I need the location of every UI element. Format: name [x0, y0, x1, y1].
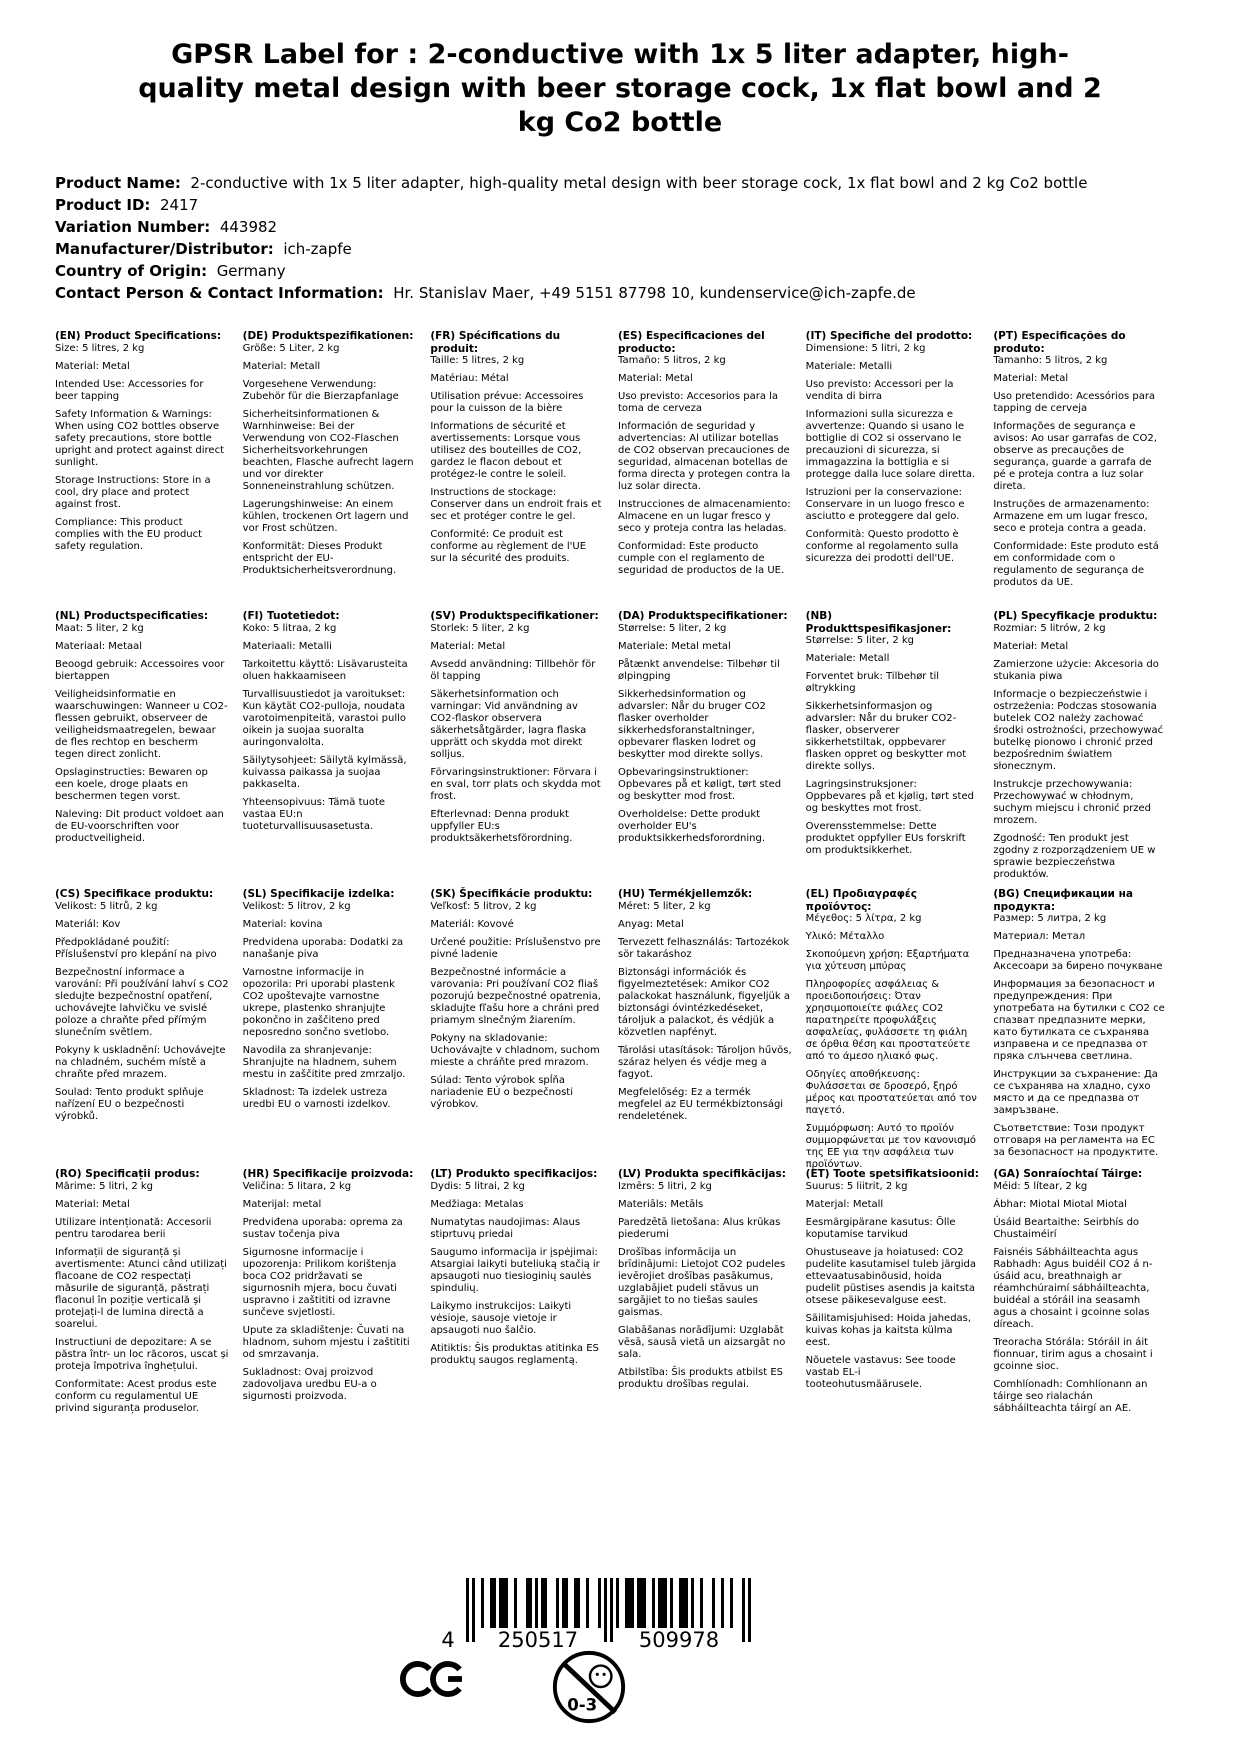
language-grid [55, 330, 1167, 1421]
lang-block-paragraph: Saugumo informacija ir įspėjimai: Atsargiai laikyti buteliuką stačią ir apsaugoti nuo tiesioginių saulės spindulių. [430, 1246, 600, 1294]
lang-block-paragraph: Beoogd gebruik: Accessoires voor biertappen [55, 658, 225, 682]
lang-block-paragraph: Conformidade: Este produto está em conformidade com o regulamento de segurança de produtos da UE. [993, 541, 1159, 589]
lang-block-bg [993, 888, 1167, 1168]
barcode-bar [466, 1578, 469, 1642]
lang-block-paragraph: Utilizare intenționată: Accesorii pentru tarodarea berii [55, 1216, 212, 1240]
barcode-bar [556, 1578, 559, 1628]
lang-block-paragraph: Turvallisuustiedot ja varoitukset: Kun käytät CO2-pulloja, noudata varotoimenpiteitä, varastoi pullo oikein ja suojaa suoralta auringonvalolta. [242, 688, 406, 748]
lang-block-paragraph: Predvidena uporaba: Dodatki za nanašanje piva [242, 936, 404, 960]
lang-block-da [618, 610, 792, 888]
lang-block-paragraph: Drošības informācija un brīdinājumi: Lietojot CO2 pudeles ievērojiet drošības pasākumus, uzglabājiet pudeli stāvus un sargājiet to no tiešas saules gaismas. [618, 1246, 786, 1318]
product-info-value: 2417 [159, 196, 199, 214]
lang-block-paragraph: Uso previsto: Accessori per la vendita di birra [805, 378, 954, 402]
lang-block-paragraph: Mărime: 5 litri, 2 kg [55, 1180, 154, 1192]
lang-block-header: (BG) Спецификации на продукта: [993, 888, 1133, 913]
barcode-bar [535, 1578, 538, 1628]
lang-block-paragraph: Storage Instructions: Store in a cool, dry place and protect against frost. [55, 474, 211, 510]
lang-block-header: (DE) Produktspezifikationen: [242, 330, 414, 342]
lang-block-paragraph: Veiligheidsinformatie en waarschuwingen: Wanneer u CO2-flessen gebruikt, observeer de veiligheidsmaatregelen, bewaar de fles rechtop en bescherm tegen direct zonlicht. [55, 688, 228, 760]
lang-block-paragraph: Tamaño: 5 litros, 2 kg [618, 355, 726, 367]
barcode-bar [472, 1578, 475, 1642]
ce-mark-icon [400, 1660, 466, 1702]
lang-block-paragraph: Maat: 5 liter, 2 kg [55, 622, 144, 634]
lang-block-paragraph: Material: Metall [242, 360, 321, 372]
lang-block-paragraph: Conformité: Ce produit est conforme au règlement de l'UE sur la sécurité des produits. [430, 529, 587, 565]
lang-block-paragraph: Conformidad: Este producto cumple con el reglamento de seguridad de productos de la UE. [618, 541, 785, 577]
lang-block-paragraph: Materjal: Metall [805, 1198, 884, 1210]
lang-block-paragraph: Material: kovina [242, 918, 323, 930]
lang-block-paragraph: Treoracha Stórála: Stóráil in áit fionnuar, tirim agus a chosaint i gcoinne sioc. [993, 1336, 1153, 1372]
lang-block-paragraph: Предназначена употреба: Аксесоари за бирено почукване [993, 949, 1163, 973]
lang-block-header: (FI) Tuotetiedot: [242, 610, 340, 622]
lang-block-paragraph: Atitiktis: Šis produktas atitinka ES produktų saugos reglamentą. [430, 1342, 599, 1366]
lang-block-header: (NL) Productspecificaties: [55, 610, 209, 622]
product-info-line [55, 282, 1195, 304]
lang-block-header: (PT) Especificações do produto: [993, 330, 1126, 355]
lang-block-paragraph: Förvaringsinstruktioner: Förvara i en sval, torr plats och skydda mot frost. [430, 766, 601, 802]
barcode-bar [490, 1578, 496, 1628]
lang-block-paragraph: Navodila za shranjevanje: Shranjujte na hladnem, suhem mestu in zaščitite pred zmrzaljo. [242, 1044, 406, 1080]
lang-block-paragraph: Laikymo instrukcijos: Laikyti vėsioje, sausoje vietoje ir apsaugoti nuo šalčio. [430, 1300, 572, 1336]
lang-block-paragraph: Předpokládané použití: Příslušenství pro klepání na pivo [55, 936, 217, 960]
lang-block-header: (LV) Produkta specifikācijas: [618, 1168, 786, 1180]
lang-block-header: (FR) Spécifications du produit: [430, 330, 561, 355]
lang-block-paragraph: Bezpečnostní informace a varování: Při používání lahví s CO2 sledujte bezpečnostní opatření, uchovávejte lahvičku ve svislé poloze a chraňte před přímým slunečním světlem. [55, 966, 229, 1038]
barcode-bar [670, 1578, 673, 1628]
lang-block-paragraph: Dimensione: 5 litri, 2 kg [805, 342, 926, 354]
lang-block-paragraph: Opslaginstructies: Bewaren op een koele, droge plaats en beschermen tegen vorst. [55, 766, 208, 802]
product-info-label: Country of Origin: [55, 262, 208, 280]
lang-block-paragraph: Koko: 5 litraa, 2 kg [242, 622, 337, 634]
page-title: GPSR Label for : 2-conductive with 1x 5 liter adapter, high-quality metal design with beer storage cock, 1x flat bowl and 2 kg Co2 bottle [138, 39, 1102, 138]
barcode-bar [730, 1578, 733, 1628]
lang-block-paragraph: Informations de sécurité et avertissements: Lorsque vous utilisez des bouteilles de CO2, gardez le flacon debout et protégez-le contre le soleil. [430, 421, 582, 481]
lang-block-paragraph: Konformität: Dieses Produkt entspricht der EU-Produktsicherheitsverordnung. [242, 540, 397, 576]
lang-block-paragraph: Yhteensopivuus: Tämä tuote vastaa EU:n tuoteturvallisuusasetusta. [242, 796, 386, 832]
lang-block-paragraph: Υλικό: Μέταλλο [805, 931, 885, 943]
lang-block-paragraph: Súlad: Tento výrobok spĺňa nariadenie EÚ o bezpečnosti výrobkov. [430, 1074, 573, 1110]
lang-block-sv [430, 610, 604, 888]
lang-block-paragraph: Glabāšanas norādījumi: Uzglabāt vēsā, sausā vietā un aizsargāt no sala. [618, 1324, 786, 1360]
lang-block-paragraph: Utilisation prévue: Accessoires pour la cuisson de la bière [430, 391, 584, 415]
barcode-bar [514, 1578, 517, 1628]
lang-block-paragraph: Material: Metal [55, 1198, 130, 1210]
lang-block-paragraph: Инструкции за съхранение: Да се съхранява на хладно, сухо място и да се предпазва от замръзване. [993, 1069, 1158, 1117]
lang-block-header: (EN) Product Specifications: [55, 330, 222, 342]
barcode-bar [721, 1578, 724, 1628]
lang-block-hr [243, 1168, 417, 1421]
lang-block-header: (SL) Specifikacije izdelka: [242, 888, 395, 900]
lang-block-paragraph: Säilytysohjeet: Säilytä kylmässä, kuivassa paikassa ja suojaa pakkaselta. [242, 754, 407, 790]
lang-block-paragraph: Materiale: Metal metal [618, 640, 731, 652]
lang-block-header: (LT) Produkto specifikacijos: [430, 1168, 598, 1180]
lang-block-paragraph: Overensstemmelse: Dette produktet oppfyller EUs forskrift om produktsikkerhet. [805, 821, 966, 857]
lang-block-paragraph: Compliance: This product complies with the EU product safety regulation. [55, 516, 203, 552]
lang-block-paragraph: Forventet bruk: Tilbehør til øltrykking [805, 671, 940, 695]
lang-block-paragraph: Materiāls: Metāls [618, 1198, 704, 1210]
lang-block-header: (GA) Sonraíochtaí Táirge: [993, 1168, 1143, 1180]
lang-block-paragraph: Rozmiar: 5 litrów, 2 kg [993, 622, 1106, 634]
lang-block-paragraph: Påtænkt anvendelse: Tilbehør til ølpingping [618, 658, 780, 682]
barcode-bar [598, 1578, 601, 1628]
lang-block-nl [55, 610, 229, 888]
lang-block-cs [55, 888, 229, 1168]
lang-block-paragraph: Zamierzone użycie: Akcesoria do stukania piwa [993, 658, 1159, 682]
lang-block-paragraph: Съответствие: Този продукт отговаря на регламента на ЕС за безопасност на продуктите. [993, 1123, 1159, 1159]
lang-block-paragraph: Efterlevnad: Denna produkt uppfyller EU:s produktsäkerhetsförordning. [430, 808, 573, 844]
lang-block-paragraph: Размер: 5 литра, 2 kg [993, 913, 1107, 925]
lang-block-paragraph: Avsedd användning: Tillbehör för öl tapping [430, 658, 596, 682]
lang-block-paragraph: Informações de segurança e avisos: Ao usar garrafas de CO2, observe as precauções de segurança, guarde a garrafa de pé e proteja contra a luz solar direta. [993, 421, 1157, 493]
lang-block-header: (ET) Toote spetsifikatsioonid: [805, 1168, 979, 1180]
barcode-bar [637, 1578, 646, 1628]
product-info-value: ich-zapfe [283, 240, 352, 258]
lang-block-paragraph: Pokyny na skladovanie: Uchovávajte v chladnom, suchom mieste a chráňte pred mrazom. [430, 1032, 600, 1068]
lang-block-paragraph: Velikost: 5 litrů, 2 kg [55, 900, 158, 912]
lang-block-header: (EL) Προδιαγραφές προϊόντος: [805, 888, 917, 913]
product-info-line [55, 260, 1195, 282]
lang-block-lv [618, 1168, 792, 1421]
lang-block-paragraph: Ábhar: Miotal Miotal Miotal [993, 1198, 1127, 1210]
lang-block-paragraph: Vorgesehene Verwendung: Zubehör für die Bierzapfanlage [242, 378, 399, 402]
lang-block-paragraph: Paredzētā lietošana: Alus krūkas piederumi [618, 1216, 781, 1240]
lang-block-paragraph: Tarkoitettu käyttö: Lisävarusteita oluen hakkaamiseen [242, 658, 408, 682]
lang-block-paragraph: Biztonsági információk és figyelmeztetések: Amikor CO2 palackokat használunk, figyeljük a biztonsági óvintézkedéseket, tároljuk a palackot, és védjük a közvetlen napfényt. [618, 966, 790, 1038]
lang-block-paragraph: Οδηγίες αποθήκευσης: Φυλάσσεται σε δροσερό, ξηρό μέρος και προστατεύεται από τον παγετό. [805, 1069, 977, 1117]
lang-block-paragraph: Naleving: Dit product voldoet aan de EU-voorschriften voor productveiligheid. [55, 808, 224, 844]
lang-block-paragraph: Pokyny k uskladnění: Uchovávejte na chladném, suchém místě a chraňte před mrazem. [55, 1044, 226, 1080]
lang-block-header: (DA) Produktspecifikationer: [618, 610, 788, 622]
lang-block-paragraph: Eesmärgipärane kasutus: Õlle koputamise tarvikud [805, 1216, 956, 1240]
barcode-bar [481, 1578, 484, 1628]
lang-block-paragraph: Numatytas naudojimas: Alaus stiprtuvų priedai [430, 1216, 581, 1240]
lang-block-paragraph: Ohustuseave ja hoiatused: CO2 pudelite kasutamisel tuleb järgida ettevaatusabinõusid, hoida pudelit püstises asendis ja kaitsta otsese päikesevalguse eest. [805, 1246, 976, 1306]
product-info-label: Contact Person & Contact Information: [55, 284, 384, 302]
lang-block-paragraph: Soulad: Tento produkt splňuje nařízení EU o bezpečnosti výrobků. [55, 1086, 204, 1122]
lang-block-paragraph: Taille: 5 litres, 2 kg [430, 355, 525, 367]
lang-block-paragraph: Sikkerhedsinformation og advarsler: Når du bruger CO2 flasker overholder sikkerhedsforanstaltninger, opbevarer flasken lodret og beskytter mod direkte sollys. [618, 688, 766, 760]
lang-block-paragraph: Μέγεθος: 5 λίτρα, 2 kg [805, 913, 922, 925]
lang-block-paragraph: Πληροφορίες ασφάλειας & προειδοποιήσεις: Όταν χρησιμοποιείτε φιάλες CO2 παρατηρείτε προφυλάξεις ασφαλείας, φυλάσσετε τη φιάλη σε όρθια θέση και προστατεύετε από το άμεσο ηλιακό φως. [805, 979, 971, 1063]
lang-block-sl [243, 888, 417, 1168]
lang-block-paragraph: Material: Metal [993, 373, 1069, 385]
barcode-bar [541, 1578, 547, 1628]
lang-block-paragraph: Størrelse: 5 liter, 2 kg [618, 622, 727, 634]
lang-block-paragraph: Bezpečnostné informácie a varovania: Pri používaní CO2 fliaš pozorujú bezpečnostné opatrenia, skladujte fľašu hore a chráni pred priamym slnečným žiarením. [430, 966, 601, 1026]
barcode-bar [691, 1578, 694, 1628]
lang-block-paragraph: Instructiuni de depozitare: A se păstra într- un loc răcoros, uscat și proteja împotriva înghețului. [55, 1336, 229, 1372]
lang-block-paragraph: Méid: 5 lítear, 2 kg [993, 1180, 1088, 1192]
lang-block-paragraph: Instructions de stockage: Conserver dans un endroit frais et sec et protéger contre le gel. [430, 487, 602, 523]
barcode-bar [562, 1578, 568, 1628]
lang-block-paragraph: Sukladnost: Ovaj proizvod zadovoljava uredbu EU-a o sigurnosti proizvoda. [242, 1366, 377, 1402]
lang-block-paragraph: Matériau: Métal [430, 373, 509, 385]
product-info-line [55, 216, 1195, 238]
lang-block-header: (IT) Specifiche del prodotto: [805, 330, 973, 342]
barcode-bar [526, 1578, 532, 1628]
barcode-bar [652, 1578, 655, 1628]
lang-block-paragraph: Größe: 5 Liter, 2 kg [242, 342, 340, 354]
lang-block-paragraph: Anyag: Metal [618, 918, 684, 930]
lang-block-paragraph: Intended Use: Accessories for beer tapping [55, 378, 204, 402]
lang-block-nb [806, 610, 980, 888]
lang-block-paragraph: Veľkosť: 5 litrov, 2 kg [430, 900, 537, 912]
lang-block-paragraph: Faisnéis Sábháilteachta agus Rabhadh: Agus buidéil CO2 á n-úsáid acu, breathnaigh ar réamhchúraimí sábháilteachta, buidéal a stóráil ina seasamh agus a chosaint i gcoinne solas díreach. [993, 1246, 1153, 1330]
lang-block-paragraph: Tervezett felhasználás: Tartozékok sör takaráshoz [618, 936, 790, 960]
lang-block-pl [993, 610, 1167, 888]
lang-block-paragraph: Overholdelse: Dette produkt overholder EU's produktsikkerhedsforordning. [618, 808, 766, 844]
barcode-bar [616, 1578, 619, 1628]
lang-block-paragraph: Conformità: Questo prodotto è conforme al regolamento sulla sicurezza dei prodotti dell'UE. [805, 528, 959, 564]
lang-block-ga [993, 1168, 1167, 1421]
lang-block-paragraph: Materiał: Metal [993, 640, 1069, 652]
lang-block-paragraph: Veličina: 5 litara, 2 kg [242, 1180, 352, 1192]
lang-block-paragraph: Materiál: Kov [55, 918, 121, 930]
barcode-svg [436, 1578, 756, 1650]
lang-block-paragraph: Instruções de armazenamento: Armazene em um lugar fresco, seco e proteja contra a geada. [993, 499, 1150, 535]
barcode-bar [742, 1578, 745, 1642]
lang-block-de [243, 330, 417, 610]
lang-block-paragraph: Uso previsto: Accesorios para la toma de cerveza [618, 391, 779, 415]
lang-block-paragraph: Materiál: Kovové [430, 918, 514, 930]
lang-block-paragraph: Zgodność: Ten produkt jest zgodny z rozporządzeniem UE w sprawie bezpieczeństwa produktów. [993, 832, 1156, 880]
lang-block-paragraph: Storlek: 5 liter, 2 kg [430, 622, 530, 634]
barcode-bar [658, 1578, 667, 1628]
lang-block-paragraph: Säilitamisjuhised: Hoida jahedas, kuivas kohas ja kaitsta külma eest. [805, 1312, 972, 1348]
lang-block-paragraph: Safety Information & Warnings: When using CO2 bottles observe safety precautions, store bottle upright and protect against direct sunlight. [55, 408, 224, 468]
lang-block-paragraph: Predviđena uporaba: oprema za sustav točenja piva [242, 1216, 403, 1240]
product-info-line [55, 172, 1195, 194]
lang-block-paragraph: Medžiaga: Metalas [430, 1198, 524, 1210]
lang-block-pt [993, 330, 1167, 610]
lang-block-paragraph: Velikost: 5 litrov, 2 kg [242, 900, 351, 912]
barcode-bar [586, 1578, 589, 1628]
product-info-value: 443982 [219, 218, 278, 236]
barcode-bar [679, 1578, 688, 1628]
lang-block-paragraph: Informacje o bezpieczeństwie i ostrzeżenia: Podczas stosowania butelek CO2 należy zachować środki ostrożności, przechowywać butelkę pionowo i chronić przed bezpośrednim światłem słonecznym. [993, 688, 1164, 772]
lang-block-paragraph: Size: 5 litres, 2 kg [55, 342, 145, 354]
lang-block-paragraph: Comhlíonadh: Comhlíonann an táirge seo rialachán sábháilteachta táirgí an AE. [993, 1378, 1148, 1414]
product-info-label: Variation Number: [55, 218, 211, 236]
lang-block-paragraph: Tamanho: 5 litros, 2 kg [993, 355, 1108, 367]
barcode-bar [712, 1578, 715, 1628]
lang-block-paragraph: Materiaali: Metalli [242, 640, 332, 652]
lang-block-hu [618, 888, 792, 1168]
lang-block-paragraph: Συμμόρφωση: Αυτό το προϊόν συμμορφώνεται με τον κανονισμό της ΕΕ για την ασφάλεια των προϊόντων. [805, 1123, 976, 1171]
lang-block-paragraph: Informazioni sulla sicurezza e avvertenze: Quando si usano le bottiglie di CO2 si osservano le precauzioni di sicurezza, si immagazzina la bottiglia e si protegge dalla luce solare diretta. [805, 408, 976, 480]
lang-block-it [806, 330, 980, 610]
barcode-bar [574, 1578, 580, 1628]
product-info-label: Manufacturer/Distributor: [55, 240, 274, 258]
barcode-bar [625, 1578, 634, 1628]
lang-block-paragraph: Atbilstība: Šis produkts atbilst ES produktu drošības regulai. [618, 1366, 784, 1390]
lang-block-paragraph: Material: Metal [55, 360, 130, 372]
product-info-value: 2-conductive with 1x 5 liter adapter, high-quality metal design with beer storage cock, 1x flat bowl and 2 kg Co2 bottle [190, 174, 1088, 192]
lang-block-paragraph: Úsáid Beartaithe: Seirbhís do Chustaiméirí [993, 1216, 1140, 1240]
lang-block-paragraph: Størrelse: 5 liter, 2 kg [805, 635, 915, 647]
lang-block-paragraph: Sigurnosne informacije i upozorenja: Prilikom korištenja boca CO2 pridržavati se sigurnosnih mjera, bocu čuvati uspravno i zaštititi od izravne sunčeve svjetlosti. [242, 1246, 397, 1318]
lang-block-paragraph: Lagringsinstruksjoner: Oppbevares på et kjølig, tørt sted og beskyttes mot frost. [805, 779, 974, 815]
lang-block-paragraph: Material: Metal [430, 640, 506, 652]
lang-block-paragraph: Conformitate: Acest produs este conform cu regulamentul UE privind siguranța produselor. [55, 1378, 217, 1414]
lang-block-paragraph: Σκοπούμενη χρήση: Εξαρτήματα για χύτευση μπύρας [805, 949, 970, 973]
lang-block-paragraph: Varnostne informacije in opozorila: Pri uporabi plastenk CO2 upoštevajte varnostne ukrepe, plastenko shranjujte pokončno in zaščiteno pred neposredno sončno svetlobo. [242, 966, 395, 1038]
age-warning-0-3-icon [550, 1648, 628, 1730]
product-info-label: Product Name: [55, 174, 181, 192]
lang-block-lt [430, 1168, 604, 1421]
lang-block-header: (CS) Specifikace produktu: [55, 888, 214, 900]
lang-block-paragraph: Materiale: Metalli [805, 360, 893, 372]
lang-block-header: (HR) Specifikacije proizvoda: [242, 1168, 414, 1180]
lang-block-header: (RO) Specificații produs: [55, 1168, 200, 1180]
barcode-digit-group: 4 [441, 1628, 455, 1650]
lang-block-header: (NB) Produkttspesifikasjoner: [805, 610, 952, 635]
product-info-value: Germany [216, 262, 286, 280]
lang-block-paragraph: Säkerhetsinformation och varningar: Vid användning av CO2-flaskor observera säkerhetsåtgärder, lagra flaska upprätt och skydda mot direkt solljus. [430, 688, 587, 760]
lang-block-paragraph: Suurus: 5 liitrit, 2 kg [805, 1180, 908, 1192]
lang-block-paragraph: Opbevaringsinstruktioner: Opbevares på et køligt, tørt sted og beskytter mod frost. [618, 766, 782, 802]
lang-block-fr [430, 330, 604, 610]
lang-block-paragraph: Dydis: 5 litrai, 2 kg [430, 1180, 525, 1192]
product-info-line [55, 194, 1195, 216]
lang-block-header: (SV) Produktspecifikationer: [430, 610, 599, 622]
lang-block-paragraph: Materijal: metal [242, 1198, 322, 1210]
lang-block-sk [430, 888, 604, 1168]
barcode-bar [499, 1578, 508, 1628]
barcode-bar [604, 1578, 607, 1642]
lang-block-paragraph: Nõuetele vastavus: See toode vastab EL-i tooteohutusmäärusele. [805, 1354, 956, 1390]
lang-block-paragraph: Izmērs: 5 litri, 2 kg [618, 1180, 712, 1192]
lang-block-paragraph: Tárolási utasítások: Tároljon hűvös, száraz helyen és védje meg a fagyot. [618, 1044, 792, 1080]
lang-block-paragraph: Instrucciones de almacenamiento: Almacene en un lugar fresco y seco y proteja contra las heladas. [618, 499, 791, 535]
lang-block-paragraph: Instrukcje przechowywania: Przechowywać w chłodnym, suchym miejscu i chronić przed mrozem. [993, 778, 1152, 826]
lang-block-header: (HU) Termékjellemzők: [618, 888, 753, 900]
product-info-line [55, 238, 1195, 260]
lang-block-paragraph: Sicherheitsinformationen & Warnhinweise: Bei der Verwendung von CO2-Flaschen Sicherheitsvorkehrungen beachten, Flasche aufrecht lagern und vor direkter Sonneneinstrahlung schützen. [242, 408, 414, 492]
product-info-label: Product ID: [55, 196, 151, 214]
lang-block-header: (ES) Especificaciones del producto: [618, 330, 765, 355]
age-warning-label: 0-3 [567, 1695, 598, 1715]
lang-block-header: (SK) Špecifikácie produktu: [430, 888, 593, 900]
lang-block-paragraph: Material: Metal [618, 373, 693, 385]
barcode-digit-group: 250517 [497, 1628, 579, 1650]
lang-block-paragraph: Upute za skladištenje: Čuvati na hladnom, suhom mjestu i zaštititi od smrzavanja. [242, 1324, 410, 1360]
lang-block-header: (PL) Specyfikacje produktu: [993, 610, 1158, 622]
barcode-bar [700, 1578, 703, 1628]
lang-block-paragraph: Méret: 5 liter, 2 kg [618, 900, 711, 912]
barcode-digit-group: 509978 [638, 1628, 720, 1650]
lang-block-et [806, 1168, 980, 1421]
lang-block-paragraph: Материал: Метал [993, 931, 1086, 943]
lang-block-paragraph: Informații de siguranță și avertismente: Atunci când utilizați flacoane de CO2 respectați măsurile de siguranță, păstrați flaconul în poziție verticală și protejați-l de lumina directă a soarelui. [55, 1246, 227, 1330]
barcode-bar [610, 1578, 613, 1642]
lang-block-ro [55, 1168, 229, 1421]
lang-block-paragraph: Lagerungshinweise: An einem kühlen, trockenen Ort lagern und vor Frost schützen. [242, 498, 409, 534]
lang-block-fi [243, 610, 417, 888]
lang-block-paragraph: Sikkerhetsinformasjon og advarsler: Når du bruker CO2-flasker, observerer sikkerhetstiltak, oppbevarer flasken oppret og beskytter mot direkte sollys. [805, 701, 967, 773]
lang-block-el [805, 888, 980, 1171]
lang-block-en [55, 330, 229, 610]
lang-block-paragraph: Materiale: Metall [805, 653, 890, 665]
lang-block-paragraph: Skladnost: Ta izdelek ustreza uredbi EU o varnosti izdelkov. [242, 1086, 391, 1110]
lang-block-paragraph: Información de seguridad y advertencias: Al utilizar botellas de CO2 observan precauciones de seguridad, almacenan botellas de forma directa y protegen contra la luz solar directa. [618, 421, 791, 493]
lang-block-paragraph: Istruzioni per la conservazione: Conservare in un luogo fresco e asciutto e proteggere dal gelo. [805, 486, 965, 522]
lang-block-es [618, 330, 792, 610]
barcode-bar [748, 1578, 751, 1642]
lang-block-paragraph: Информация за безопасност и предупреждения: При употребата на бутилки с CO2 се спазват предпазните мерки, като бутилката се съхранява изправена и се предпазва от пряка слънчева светлина. [993, 979, 1165, 1063]
lang-block-paragraph: Určené použitie: Príslušenstvo pre pivné ladenie [430, 936, 601, 960]
lang-block-paragraph: Megfelelőség: Ez a termék megfelel az EU termékbiztonsági rendeletének. [618, 1086, 784, 1122]
lang-block-paragraph: Uso pretendido: Acessórios para tapping de cerveja [993, 391, 1156, 415]
product-info [55, 172, 1195, 304]
barcode [436, 1578, 756, 1654]
lang-block-paragraph: Materiaal: Metaal [55, 640, 143, 652]
product-info-value: Hr. Stanislav Maer, +49 5151 87798 10, kundenservice@ich-zapfe.de [393, 284, 916, 302]
